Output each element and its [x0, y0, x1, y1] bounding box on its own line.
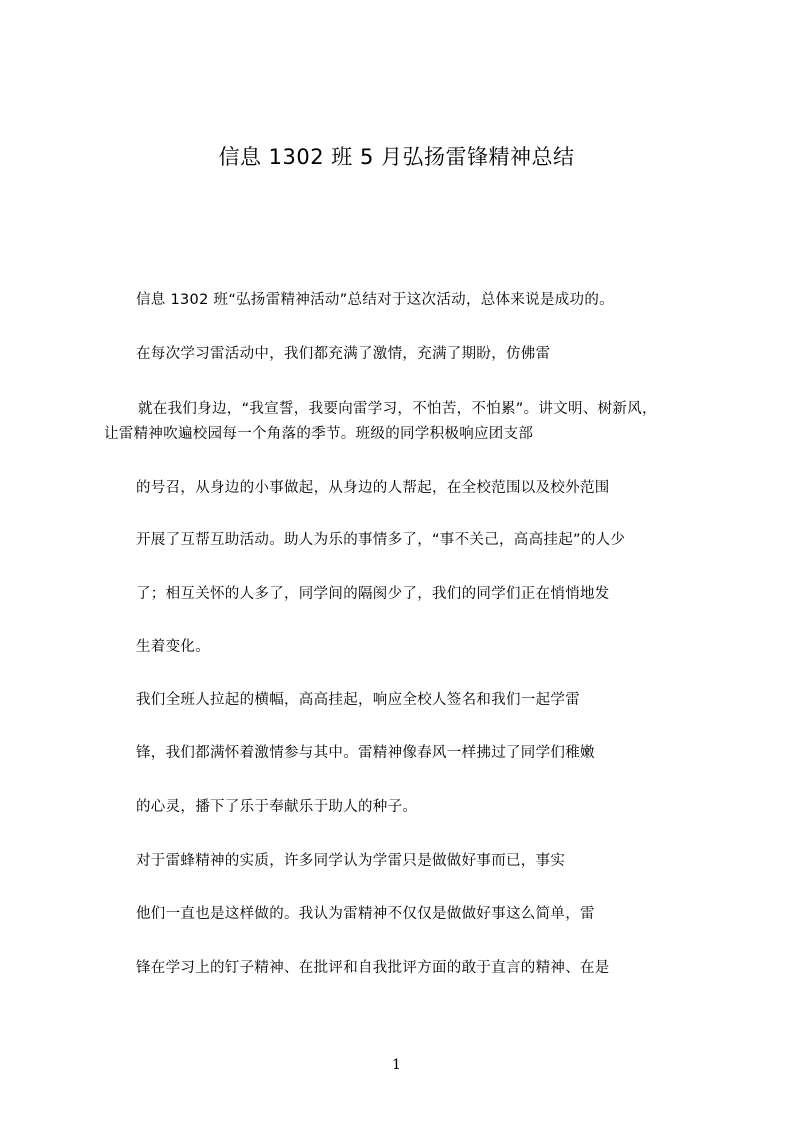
page-number: 1 [392, 1057, 401, 1073]
document-title: 信息 1302 班 5 月弘扬雷锋精神总结 [218, 145, 575, 169]
body-line: 锋在学习上的钉子精神、在批评和自我批评方面的敢于直言的精神、在是 [136, 960, 610, 976]
body-line: 开展了互帮互助活动。助人为乐的事情多了，“事不关己，高高挂起”的人少 [136, 532, 626, 548]
body-line: 锋，我们都满怀着激情参与其中。雷精神像春风一样拂过了同学们稚嫩 [136, 745, 595, 761]
body-line: 生着变化。 [136, 639, 210, 655]
body-line: 让雷精神吹遍校园每一个角落的季节。班级的同学积极响应团支部 [104, 426, 534, 442]
body-line: 的心灵，播下了乐于奉献乐于助人的种子。 [136, 799, 418, 815]
body-line: 在每次学习雷活动中，我们都充满了激情，充满了期盼，仿佛雷 [136, 346, 551, 362]
body-line: 信息 1302 班“弘扬雷精神活动”总结对于这次活动，总体来说是成功的。 [136, 292, 614, 308]
body-line: 我们全班人拉起的横幅，高高挂起，响应全校人签名和我们一起学雷 [136, 692, 580, 708]
body-line: 了；相互关怀的人多了，同学间的隔阂少了，我们的同学们正在悄悄地发 [136, 586, 610, 602]
body-line: 对于雷蜂精神的实质，许多同学认为学雷只是做做好事而已，事实 [136, 853, 566, 869]
body-line: 就在我们身边，“我宣誓，我要向雷学习，不怕苦，不怕累”。讲文明、树新风， [138, 401, 657, 417]
body-line: 的号召，从身边的小事做起，从身边的人帮起，在全校范围以及校外范围 [136, 480, 610, 496]
body-line: 他们一直也是这样做的。我认为雷精神不仅仅是做做好事这么简单，雷 [136, 906, 595, 922]
